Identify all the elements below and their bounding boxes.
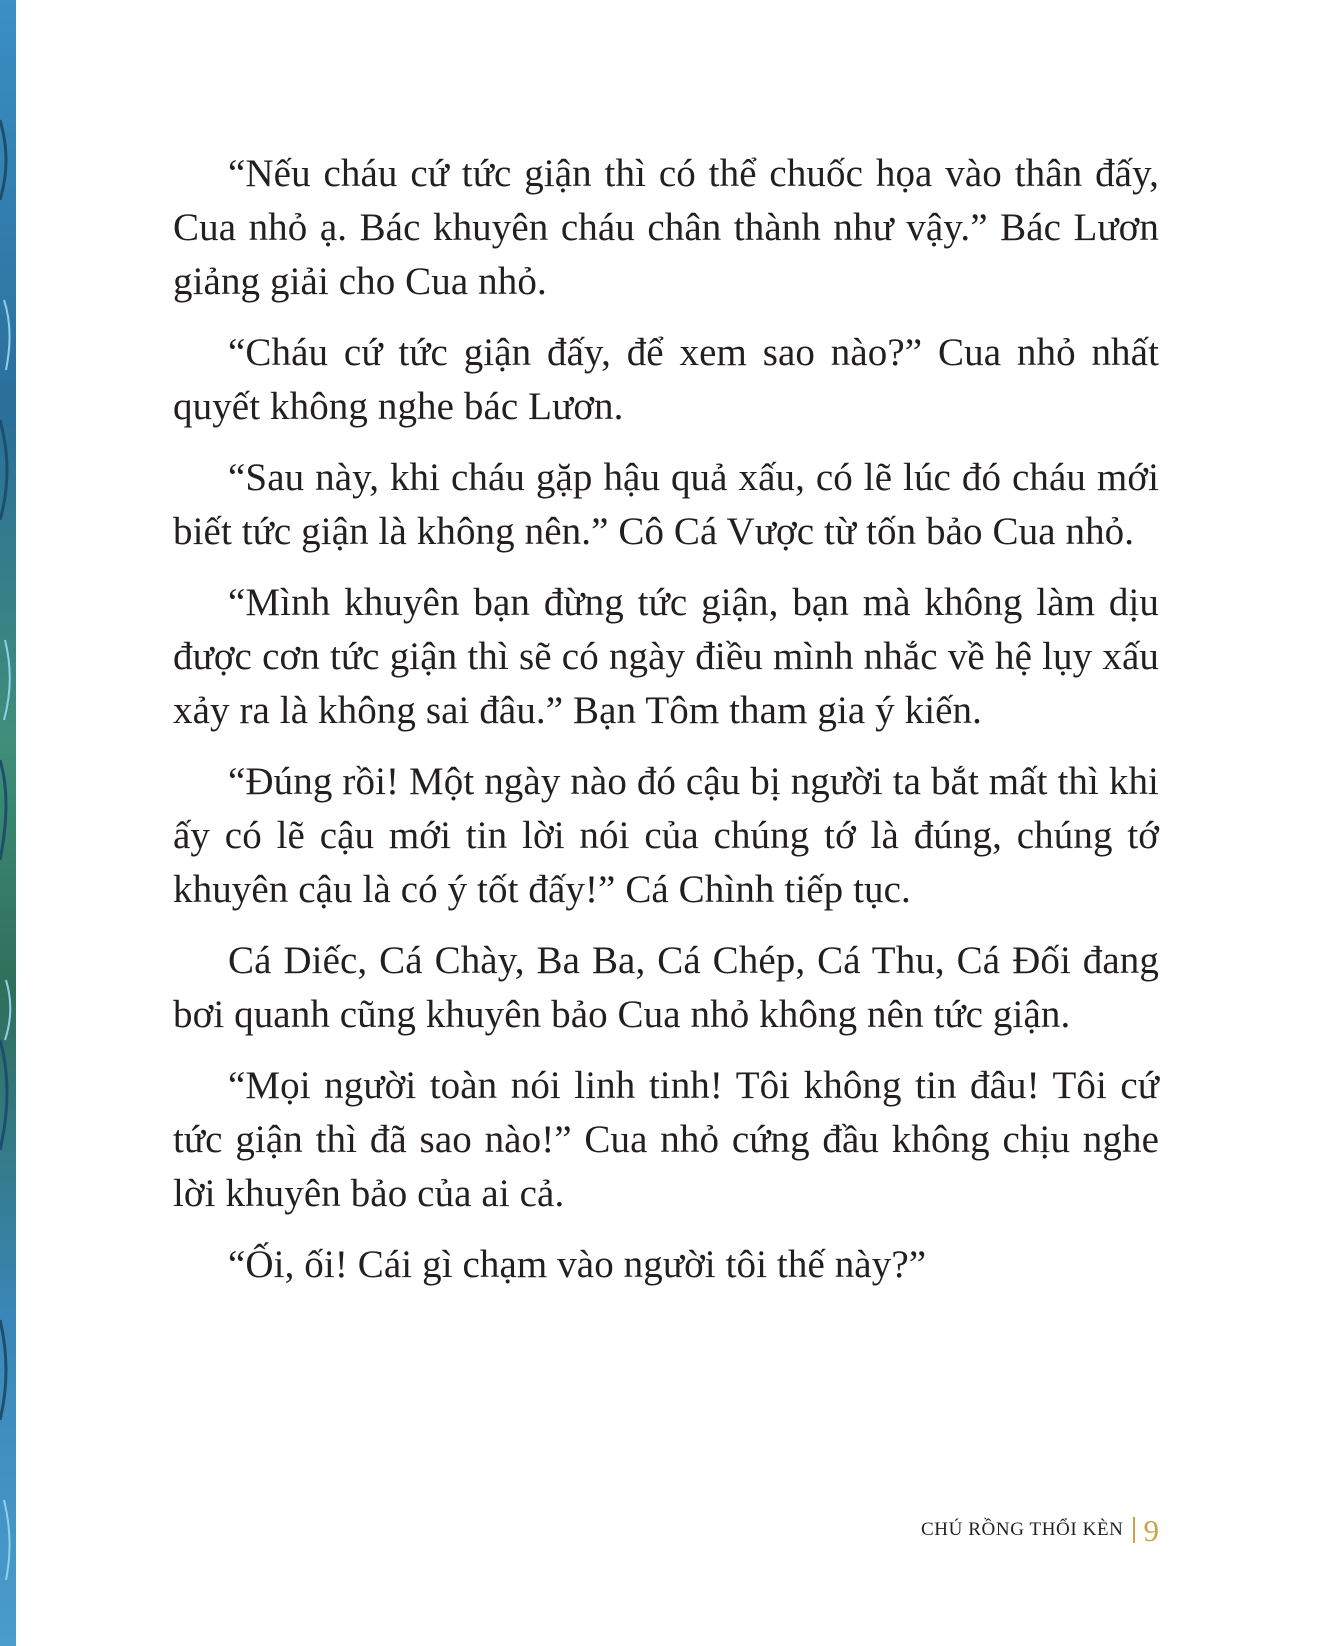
story-paragraph-4: “Mình khuyên bạn đừng tức giận, bạn mà không làm dịu được cơn tức giận thì sẽ có ngày điều mình nhắc về hệ lụy xấu xảy ra là không sai đâu.” Bạn Tôm tham gia ý kiến. [173, 581, 1159, 732]
footer-divider [1133, 1517, 1135, 1543]
book-title: CHÚ RỒNG THỔI KÈN [921, 1519, 1124, 1540]
story-paragraph-3: “Sau này, khi cháu gặp hậu quả xấu, có lẽ lúc đó cháu mới biết tức giận là không nên.” Cô Cá Vược từ tốn bảo Cua nhỏ. [173, 456, 1159, 553]
story-paragraph-2: “Cháu cứ tức giận đấy, để xem sao nào?” Cua nhỏ nhất quyết không nghe bác Lươn. [173, 331, 1159, 428]
story-paragraph-5: “Đúng rồi! Một ngày nào đó cậu bị người ta bắt mất thì khi ấy có lẽ cậu mới tin lời nói của chúng tớ là đúng, chúng tớ khuyên cậu là có ý tốt đấy!” Cá Chình tiếp tục. [173, 760, 1159, 911]
story-paragraph-6: Cá Diếc, Cá Chày, Ba Ba, Cá Chép, Cá Thu, Cá Đối đang bơi quanh cũng khuyên bảo Cua nhỏ không nên tức giận. [173, 939, 1159, 1036]
story-paragraph-7: “Mọi người toàn nói linh tinh! Tôi không tin đâu! Tôi cứ tức giận thì đã sao nào!” Cua nhỏ cứng đầu không chịu nghe lời khuyên bảo của ai cả. [173, 1064, 1159, 1215]
story-text [173, 147, 1159, 1309]
page-number: 9 [1143, 1512, 1159, 1548]
story-paragraph-1: “Nếu cháu cứ tức giận thì có thể chuốc họa vào thân đấy, Cua nhỏ ạ. Bác khuyên cháu chân thành như vậy.” Bác Lươn giảng giải cho Cua nhỏ. [173, 152, 1159, 303]
story-paragraph-8: “Ối, ối! Cái gì chạm vào người tôi thế này?” [228, 1243, 927, 1286]
edge-illustration-strip [0, 0, 16, 1646]
page-footer [921, 1510, 1159, 1550]
